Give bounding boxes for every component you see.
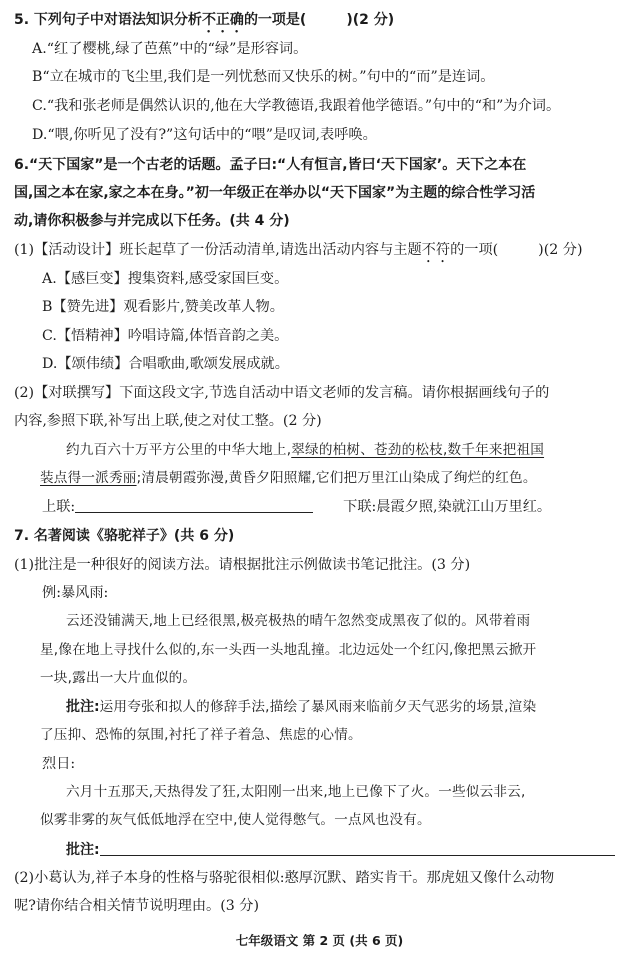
q5-option-a: A.“红了樱桃,绿了芭蕉”中的“绿”是形容词。 (32, 41, 308, 57)
q7-note-text1: 运用夸张和拟人的修辞手法,描绘了暴风雨来临前夕天气恶劣的场景,渲染 (99, 699, 537, 715)
q6-sub1-stem (14, 240, 631, 266)
lower-couplet-text: 下联:晨霞夕照,染就江山万里红。 (343, 499, 552, 515)
q6-sub1-stem-part1: (1)【活动设计】班长起草了一份活动清单,请选出活动内容与主题 (14, 242, 422, 258)
q6-couplet-row (42, 496, 631, 517)
q7-sub2-stem-line2: 呢?请你结合相关情节说明理由。(3 分) (14, 898, 260, 914)
q7-note2-row (66, 839, 631, 860)
upper-couplet-label: 上联: (42, 499, 76, 515)
q7-note-line1 (66, 697, 631, 717)
q7-item2-line2: 似雾非雾的灰气低低地浮在空中,使人觉得憋气。一点风也没有。 (40, 812, 431, 828)
q6-sub1-option-b: B【赞先进】观看影片,赞美改革人物。 (42, 299, 284, 315)
q7-item2-label: 烈日: (42, 756, 76, 772)
q6-stem-line2: 国,国之本在家,家之本在身。”初一年级正在举办以“天下国家”为主题的综合性学习活 (14, 185, 536, 201)
q6-sub1-stem-part2: 的一项( (450, 242, 499, 258)
q7-note-label: 批注: (66, 699, 100, 715)
q7-example-line3: 一块,露出一大片血似的。 (40, 670, 197, 686)
q6-stem-line3: 动,请你积极参与并完成以下任务。(共 4 分) (14, 213, 290, 229)
q7-note2-label: 批注: (66, 842, 100, 858)
q7-sub2-stem-line1: (2)小葛认为,祥子本身的性格与骆驼很相似:憨厚沉默、踏实肯干。那虎妞又像什么动物 (14, 870, 555, 886)
q7-example-label: 例:暴风雨: (42, 585, 109, 601)
q6-sub1-option-c: C.【悟精神】吟唱诗篇,体悟音韵之美。 (42, 328, 289, 344)
upper-couplet-answer-line[interactable] (75, 496, 313, 513)
q5-option-b: B“立在城市的飞尘里,我们是一列忧愁而又快乐的树。”句中的“而”是连词。 (32, 69, 495, 85)
q5-stem-emphasis: 不正确 (201, 12, 244, 28)
q6-passage-underlined-1: 翠绿的柏树、苍劲的松枝,数千年来把祖国 (291, 442, 545, 458)
q6-passage-line2 (40, 468, 631, 488)
q5-stem-part2: 的一项是( (243, 12, 307, 28)
q7-note2-answer-line[interactable] (100, 839, 615, 856)
q6-passage-line1 (66, 440, 631, 460)
q7-item2-line1: 六月十五那天,天热得发了狂,太阳刚一出来,地上已像下了火。一些似云非云, (66, 784, 526, 800)
q7-sub1-stem: (1)批注是一种很好的阅读方法。请根据批注示例做读书笔记批注。(3 分) (14, 557, 471, 573)
q7-example-line1: 云还没铺满天,地上已经很黑,极亮极热的晴午忽然变成黑夜了似的。风带着雨 (66, 613, 531, 629)
q6-passage-underlined-2: 装点得一派秀丽 (40, 470, 137, 486)
q6-sub1-option-d: D.【颂伟绩】合唱歌曲,歌颂发展成就。 (42, 356, 289, 372)
q6-sub2-stem-line2: 内容,参照下联,补写出上联,使之对仗工整。(2 分) (14, 413, 322, 429)
q5-stem-part1: 5. 下列句子中对语法知识分析 (14, 12, 202, 28)
q6-sub1-option-a: A.【感巨变】搜集资料,感受家国巨变。 (42, 271, 289, 287)
q6-sub1-stem-part3: )(2 分) (538, 242, 583, 258)
q7-stem: 7. 名著阅读《骆驼祥子》(共 6 分) (14, 528, 235, 544)
q7-example-line2: 星,像在地上寻找什么似的,东一头西一头地乱撞。北边远处一个红闪,像把黑云掀开 (40, 642, 537, 658)
q6-sub1-stem-emphasis: 不符 (421, 242, 451, 258)
q6-stem-line1: 6.“天下国家”是一个古老的话题。孟子曰:“人有恒言,皆曰‘天下国家’。天下之本在 (14, 157, 527, 173)
q5-stem (14, 10, 631, 36)
q6-sub2-stem-line1: (2)【对联撰写】下面这段文字,节选自活动中语文老师的发言稿。请你根据画线句子的 (14, 385, 550, 401)
q5-stem-part3: )(2 分) (346, 12, 395, 28)
q5-option-c: C.“我和张老师是偶然认识的,他在大学教德语,我跟着他学德语。”句中的“和”为介词。 (32, 98, 561, 114)
q5-option-d: D.“喂,你听见了没有?”这句话中的“喂”是叹词,表呼唤。 (32, 127, 377, 143)
q6-passage-part1: 约九百六十万平方公里的中华大地上, (66, 442, 292, 458)
q7-note-line2: 了压抑、恐怖的氛围,衬托了祥子着急、焦虑的心情。 (40, 727, 362, 743)
page-footer: 七年级语文 第 2 页 (共 6 页) (235, 933, 404, 948)
q6-passage-part2: ;清晨朝霞弥漫,黄昏夕阳照耀,它们把万里江山染成了绚烂的红色。 (136, 470, 537, 486)
